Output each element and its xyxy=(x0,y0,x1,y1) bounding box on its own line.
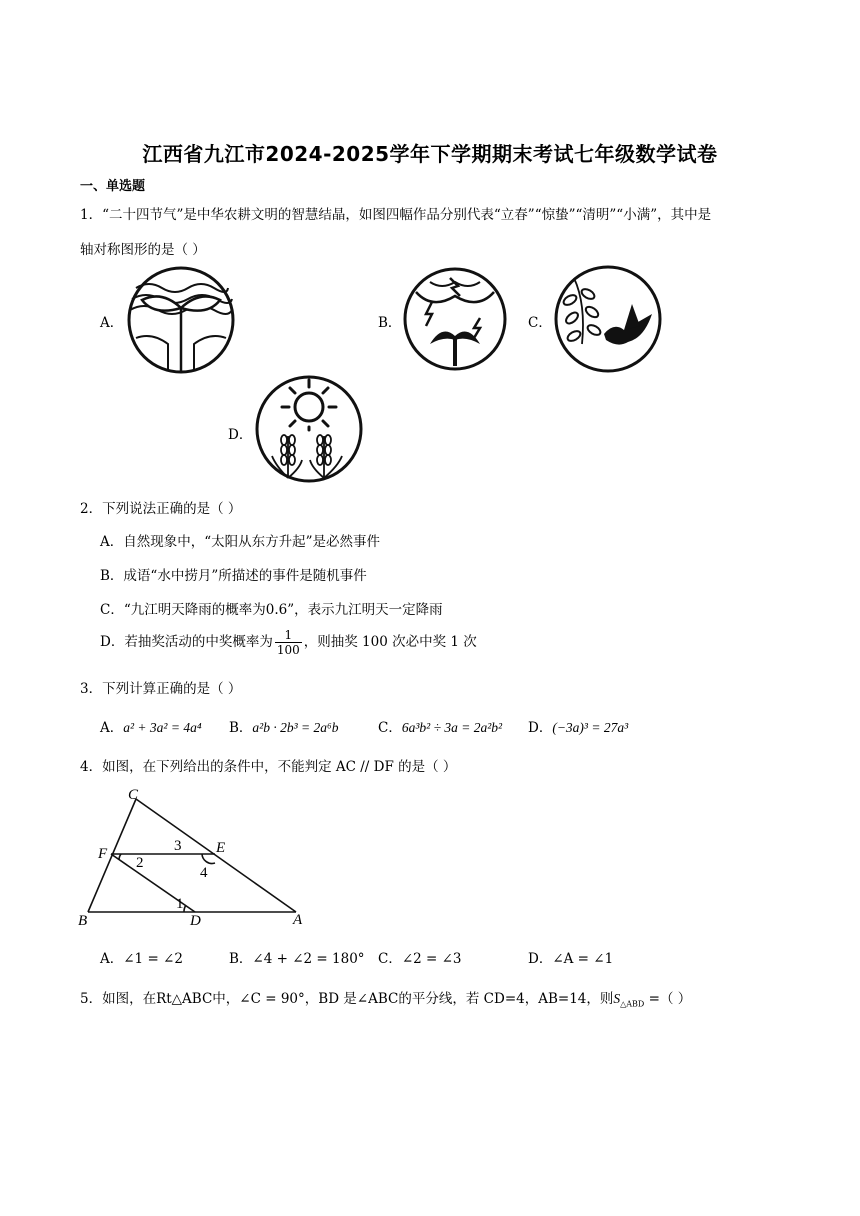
q2-option-d xyxy=(100,628,477,657)
page-title: 江西省九江市2024-2025学年下学期期末考试七年级数学试卷 xyxy=(142,142,718,166)
q1-label-d: D． xyxy=(228,427,253,443)
q3-option-a xyxy=(100,716,202,736)
lichun-emblem xyxy=(124,266,238,374)
q3-option-c xyxy=(378,716,502,736)
q3-option-c-label: C． xyxy=(378,720,402,736)
fraction-denominator: 100 xyxy=(276,643,300,657)
angle-4-arc xyxy=(202,854,215,863)
fraction-numerator: 1 xyxy=(275,628,302,643)
q3-option-b-label: B． xyxy=(229,720,253,736)
q2-option-d-prefix: D．若抽奖活动的中奖概率为 xyxy=(100,634,273,650)
vertex-d-label: D xyxy=(190,913,201,929)
q3-option-b xyxy=(229,716,338,736)
q1-stem-line2: 轴对称图形的是（ ） xyxy=(80,242,206,258)
angle-1-label: 1 xyxy=(176,896,184,912)
vertex-c-label: C xyxy=(128,787,139,803)
q3-option-d-label: D． xyxy=(528,720,553,736)
q1-label-c: C． xyxy=(528,315,552,331)
area-subscript: △ABD xyxy=(620,999,645,1009)
jingzhe-emblem xyxy=(402,266,508,372)
q4-option-d: D．∠A = ∠1 xyxy=(528,951,614,967)
q2-option-b: B．成语“水中捞月”所描述的事件是随机事件 xyxy=(100,568,367,584)
q4-option-c: C．∠2 = ∠3 xyxy=(378,951,462,967)
q2-stem: 2．下列说法正确的是（ ） xyxy=(80,501,242,517)
q4-option-a: A．∠1 = ∠2 xyxy=(100,951,183,967)
q1-label-b: B． xyxy=(378,315,402,331)
vertex-a-label: A xyxy=(293,912,303,928)
qingming-emblem xyxy=(552,264,664,374)
q4-option-b: B．∠4 + ∠2 = 180° xyxy=(229,951,365,967)
angle-4-label: 4 xyxy=(200,865,208,881)
xiaoman-emblem xyxy=(252,374,366,484)
angle-3-label: 3 xyxy=(174,838,182,854)
q3-option-b-expr: a²b · 2b³ = 2a⁶b xyxy=(252,720,339,735)
q2-option-a: A．自然现象中，“太阳从东方升起”是必然事件 xyxy=(100,534,381,550)
q3-option-a-expr: a² + 3a² = 4a⁴ xyxy=(123,720,202,735)
q3-option-d xyxy=(528,716,628,736)
section-heading: 一、单选题 xyxy=(80,179,146,194)
q5-stem-end: =（ ） xyxy=(644,991,692,1007)
q3-option-c-expr: 6a³b² ÷ 3a = 2a²b² xyxy=(401,720,503,735)
q1-stem-line1: 1．“二十四节气”是中华农耕文明的智慧结晶，如图四幅作品分别代表“立春”“惊蛰”“清明”“小满”，其中是 xyxy=(80,207,712,223)
vertex-b-label: B xyxy=(78,913,88,929)
q1-label-a: A． xyxy=(100,315,124,331)
q4-stem: 4．如图，在下列给出的条件中，不能判定 AC // DF 的是（ ） xyxy=(80,759,457,775)
angle-2-label: 2 xyxy=(136,855,144,871)
angle-1-arc xyxy=(184,905,186,912)
q3-option-a-label: A． xyxy=(100,720,124,736)
q2-option-c: C．“九江明天降雨的概率为0.6”，表示九江明天一定降雨 xyxy=(100,602,443,618)
q2-option-d-suffix: ，则抽奖 100 次必中奖 1 次 xyxy=(303,634,477,650)
q3-stem: 3．下列计算正确的是（ ） xyxy=(80,681,242,697)
q5-stem-text: 5．如图，在Rt△ABC中，∠C = 90°，BD 是∠ABC的平分线，若 CD=4，AB=14，则 xyxy=(80,991,614,1007)
vertex-f-label: F xyxy=(98,846,108,862)
fraction-1-100 xyxy=(275,628,302,657)
area-symbol: S xyxy=(613,991,621,1006)
q5-stem xyxy=(80,987,691,1009)
vertex-e-label: E xyxy=(216,840,226,856)
angle-2-arc xyxy=(119,854,121,860)
q4-geometry-figure xyxy=(74,784,314,930)
q3-option-d-expr: (−3a)³ = 27a³ xyxy=(552,720,629,735)
